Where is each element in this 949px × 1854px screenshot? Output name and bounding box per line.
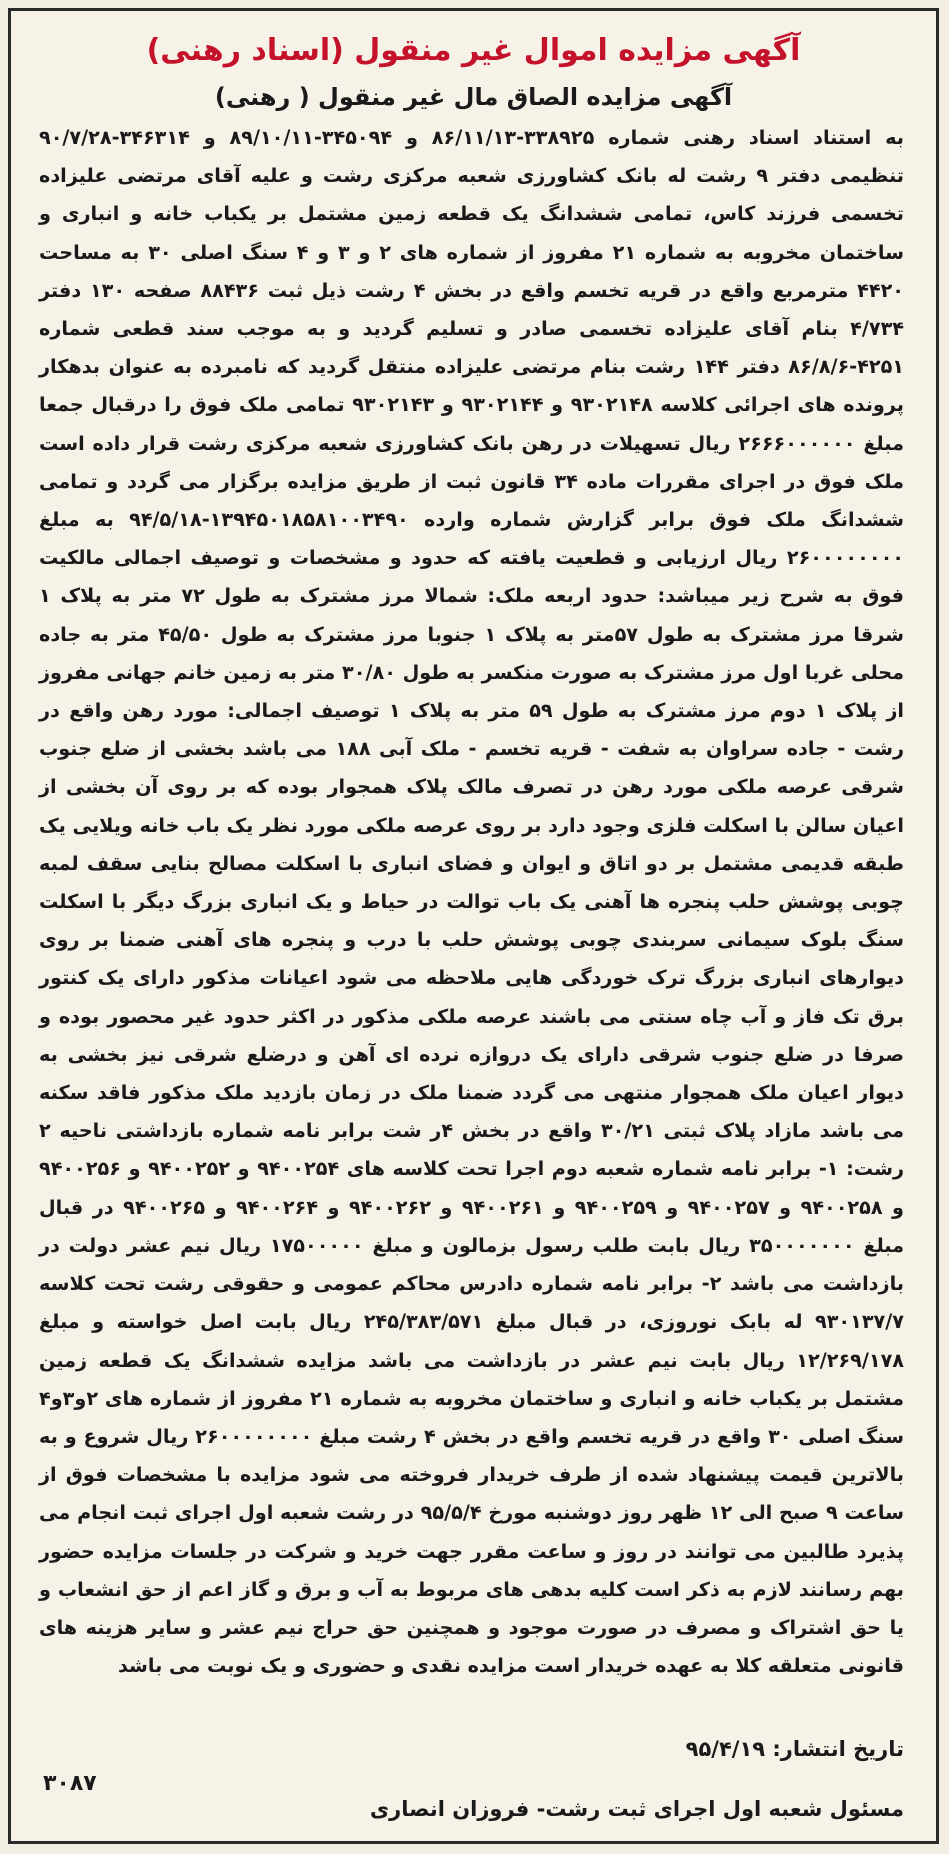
notice-subtitle: آگهی مزایده الصاق مال غیر منقول ( رهنی) xyxy=(214,83,733,111)
notice-frame xyxy=(8,8,939,1844)
notice-body: به استناد اسناد رهنی شماره ۳۳۸۹۲۵-۸۶/۱۱/۱۳ و ۳۴۵۰۹۴-۸۹/۱۰/۱۱ و ۳۴۶۳۱۴-۹۰/۷/۲۸ تنظیمی دفتر ۹ رشت له بانک کشاورزی شعبه مرکزی رشت و علیه آقای مرتضی علیزاده تخسمی فرزند کاس، تمامی ششدانگ یک قطعه زمین مشتمل بر یکباب خانه و انباری و ساختمان مخروبه به شماره ۲۱ مفروز از شماره های ۲ و ۳ و ۴ سنگ اصلی ۳۰ به مساحت ۴۴۲۰ مترمربع واقع در قریه تخسم واقع در بخش ۴ رشت ذیل ثبت ۸۸۴۳۶ صفحه ۱۳۰ دفتر ۴/۷۳۴ بنام آقای علیزاده تخسمی صادر و تسلیم گردید و به موجب سند قطعی شماره ۴۲۵۱-۸۶/۸/۶ دفتر ۱۴۴ رشت بنام مرتضی علیزاده منتقل گردید که نامبرده به عنوان بدهکار پرونده های اجرائی کلاسه ۹۳۰۲۱۴۸ و ۹۳۰۲۱۴۴ و ۹۳۰۲۱۴۳ تمامی ملک فوق را درقبال جمعا مبلغ ۲۶۶۶۰۰۰۰۰۰ ریال تسهیلات در رهن بانک کشاورزی شعبه مرکزی رشت قرار داده است ملک فوق در اجرای مقررات ماده ۳۴ قانون ثبت از طریق مزایده برگزار می گردد و تمامی ششدانگ ملک فوق برابر گزارش شماره وارده ۱۳۹۴۵۰۱۸۵۸۱۰۰۳۴۹۰-۹۴/۵/۱۸ به مبلغ ۲۶۰۰۰۰۰۰۰۰ ریال ارزیابی و قطعیت یافته که حدود و مشخصات و توصیف اجمالی مالکیت فوق به شرح زیر میباشد: حدود اربعه ملک: شمالا مرز مشترک به طول ۷۲ متر به پلاک ۱ شرقا مرز مشترک به طول ۵۷متر به پلاک ۱ جنوبا مرز مشترک به طول ۴۵/۵۰ متر به جاده محلی غربا اول مرز مشترک به صورت منکسر به طول ۳۰/۸۰ متر به زمین خانم جهانی مفروز از پلاک ۱ دوم مرز مشترک به طول ۵۹ متر به پلاک ۱ توصیف اجمالی: مورد رهن واقع در رشت - جاده سراوان به شفت - قریه تخسم - ملک آبی ۱۸۸ می باشد بخشی از ضلع جنوب شرقی عرصه ملکی مورد رهن در تصرف مالک پلاک همجوار بوده که بر روی آن بخشی از اعیان سالن با اسکلت فلزی وجود دارد بر روی عرصه ملکی مورد نظر یک باب خانه ویلایی یک طبقه قدیمی مشتمل بر دو اتاق و ایوان و فضای انباری با اسکلت مصالح بنایی سقف لمبه چوبی پوشش حلب پنجره ها آهنی یک باب توالت در حیاط و یک انباری بزرگ دیگر با اسکلت سنگ بلوک سیمانی سربندی چوبی پوشش حلب با درب و پنجره های آهنی ضمنا بر روی دیوارهای انباری بزرگ ترک خوردگی هایی ملاحظه می شود اعیانات مذکور دارای یک کنتور برق تک فاز و آب چاه سنتی می باشند عرصه ملکی مذکور در اکثر حدود غیر محصور بوده و صرفا در ضلع جنوب شرقی دارای یک دروازه نرده ای آهن و درضلع شرقی نیز بخشی به دیوار اعیان ملک همجوار منتهی می گردد ضمنا ملک در زمان بازدید ملک مذکور فاقد سکنه می باشد مازاد پلاک ثبتی ۳۰/۲۱ واقع در بخش ۴ر شت برابر نامه شماره بازداشتی ناحیه ۲ رشت: ۱- برابر نامه شماره شعبه دوم اجرا تحت کلاسه های ۹۴۰۰۲۵۴ و ۹۴۰۰۲۵۲ و ۹۴۰۰۲۵۶ و ۹۴۰۰۲۵۸ و ۹۴۰۰۲۵۷ و ۹۴۰۰۲۵۹ و ۹۴۰۰۲۶۱ و ۹۴۰۰۲۶۲ و ۹۴۰۰۲۶۴ و ۹۴۰۰۲۶۵ در قبال مبلغ ۳۵۰۰۰۰۰۰۰ ریال بابت طلب رسول بزمالون و مبلغ ۱۷۵۰۰۰۰۰ ریال نیم عشر دولت در بازداشت می باشد ۲- برابر نامه شماره دادرس محاکم عمومی و حقوقی رشت تحت کلاسه ۹۳۰۱۳۷/۷ له بابک نوروزی، در قبال مبلغ ۲۴۵/۳۸۳/۵۷۱ ریال بابت اصل خواسته و مبلغ ۱۲/۲۶۹/۱۷۸ ریال بابت نیم عشر در بازداشت می باشد مزایده ششدانگ یک قطعه زمین مشتمل بر یکباب خانه و انباری و ساختمان مخروبه به شماره ۲۱ مفروز از شماره های ۲و۳و۴ سنگ اصلی ۳۰ واقع در قریه تخسم واقع در بخش ۴ رشت مبلغ ۲۶۰۰۰۰۰۰۰۰ ریال شروع و به بالاترین قیمت پیشنهاد شده از طرف خریدار فروخته می شود مزایده با مشخصات فوق از ساعت ۹ صبح الی ۱۲ ظهر روز دوشنبه مورخ ۹۵/۵/۴ در رشت شعبه اول اجرای ثبت انجام می پذیرد طالبین می توانند در روز و ساعت مقرر جهت خرید و شرکت در جلسات مزایده حضور بهم رسانند لازم به ذکر است کلیه بدهی های مربوط به آب و برق و گاز اعم از حق انشعاب و یا حق اشتراک و مصرف در صورت موجود و همچنین حق حراج نیم عشر و سایر هزینه های قانونی متعلقه کلا به عهده خریدار است مزایده نقدی و حضوری و یک نوبت می باشد xyxy=(39,126,905,1678)
ad-number: ۳۰۸۷ xyxy=(43,1771,97,1796)
publish-date: تاریخ انتشار: ۹۵/۴/۱۹ xyxy=(685,1737,904,1761)
signature-line: مسئول شعبه اول اجرای ثبت رشت- فروزان انصاری xyxy=(369,1797,904,1821)
notice-title: آگهی مزایده اموال غیر منقول (اسناد رهنی) xyxy=(146,33,801,68)
